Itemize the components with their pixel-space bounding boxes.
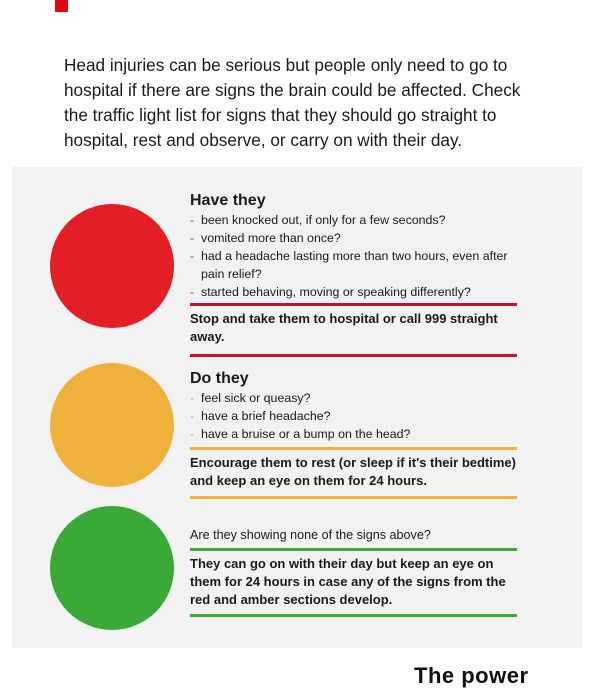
list-item: - been knocked out, if only for a few seconds? [190,213,446,227]
dash-bullet-icon: - [190,391,195,405]
list-item: - have a bruise or a bump on the head? [190,427,411,441]
red-sign-list [190,211,517,301]
red-light-icon [50,204,174,328]
dash-bullet-icon: - [190,231,195,245]
list-item: - started behaving, moving or speaking differently? [190,285,471,299]
red-divider-bottom [190,354,517,357]
red-heading: Have they [190,192,266,209]
amber-divider-bottom [190,496,517,499]
amber-heading: Do they [190,370,249,387]
dash-bullet-icon: - [190,409,195,423]
amber-divider [190,447,517,450]
dash-bullet-icon: - [190,427,195,441]
green-divider-bottom [190,614,517,617]
intro-paragraph: Head injuries can be serious but people only need to go to hospital if there are signs the brain could be affected. Check the traffic light list for signs that they should go straight to hospital, rest and observe, or carry on with their day. [64,55,521,150]
green-section [190,526,517,617]
green-question: Are they showing none of the signs above? [190,528,431,542]
red-advice: Stop and take them to hospital or call 999 straight away. [190,311,498,344]
list-item: - feel sick or queasy? [190,391,311,405]
green-divider [190,548,517,551]
list-item: - vomited more than once? [190,231,341,245]
dash-bullet-icon: - [190,213,195,227]
dash-bullet-icon: - [190,285,195,299]
brand-accent-tab [55,0,68,12]
list-item: - have a brief headache? [190,409,331,423]
list-item: - had a headache lasting more than two hours, even after pain relief? [190,249,508,281]
red-section [190,191,517,357]
amber-light-icon [50,363,174,487]
green-light-icon [50,506,174,630]
red-divider [190,303,517,306]
footer-heading-partial: The power [414,663,529,688]
amber-advice: Encourage them to rest (or sleep if it's their bedtime) and keep an eye on them for 24 hours. [190,455,516,488]
green-advice: They can go on with their day but keep an eye on them for 24 hours in case any of the signs from the red and amber sections develop. [190,556,506,607]
amber-sign-list [190,389,517,443]
amber-section [190,369,517,499]
dash-bullet-icon: - [190,249,195,263]
